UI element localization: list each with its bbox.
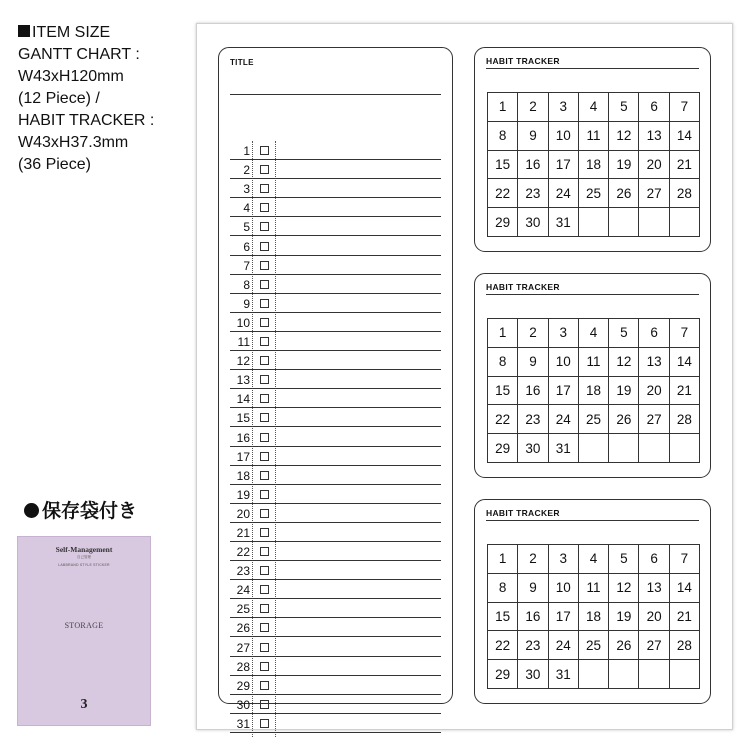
habit-tracker-week-row: [488, 573, 700, 602]
gantt-row: [230, 389, 441, 408]
habit-tracker-day-cell: [669, 660, 699, 689]
gantt-row-number: 9: [243, 296, 250, 311]
checkbox-icon: [260, 222, 269, 231]
habit-tracker-day-cell: [639, 434, 669, 463]
storage-bag-note-text: 保存袋付き: [42, 501, 138, 522]
habit-tracker-day-cell: 25: [578, 179, 608, 208]
checkbox-icon: [260, 184, 269, 193]
habit-tracker-day-cell: 10: [548, 347, 578, 376]
habit-tracker-day-cell: 21: [669, 150, 699, 179]
checkbox-icon: [260, 356, 269, 365]
habit-tracker-day-cell: 1: [488, 545, 518, 574]
gantt-row-number: 14: [236, 392, 250, 407]
habit-tracker-day-cell: 6: [639, 93, 669, 122]
habit-tracker-day-cell: 6: [639, 319, 669, 348]
gantt-row-number: 30: [236, 697, 250, 712]
habit-tracker-week-row: [488, 405, 700, 434]
item-size-line: (12 Piece) /: [18, 90, 100, 107]
habit-tracker-week-row: [488, 121, 700, 150]
item-size-info: [18, 22, 193, 176]
gantt-row: [230, 198, 441, 217]
habit-tracker-sticker: [474, 47, 711, 252]
checkbox-icon: [260, 566, 269, 575]
habit-tracker-day-cell: 28: [669, 631, 699, 660]
habit-tracker-day-cell: [639, 660, 669, 689]
gantt-row-number: 31: [236, 716, 250, 731]
habit-tracker-day-cell: 10: [548, 573, 578, 602]
checkbox-icon: [260, 433, 269, 442]
habit-tracker-day-cell: 7: [669, 93, 699, 122]
gantt-row-number: 28: [236, 659, 250, 674]
gantt-row: [230, 370, 441, 389]
habit-tracker-day-cell: 19: [609, 376, 639, 405]
storage-bag-subtitle: 自己管理: [77, 555, 91, 559]
habit-tracker-day-cell: 18: [578, 602, 608, 631]
checkbox-icon: [260, 261, 269, 270]
habit-tracker-week-row: [488, 660, 700, 689]
habit-tracker-day-cell: 5: [609, 93, 639, 122]
habit-tracker-day-cell: 4: [578, 319, 608, 348]
habit-tracker-day-cell: 1: [488, 93, 518, 122]
habit-tracker-day-cell: 12: [609, 347, 639, 376]
habit-tracker-day-cell: 28: [669, 179, 699, 208]
habit-tracker-rule: [486, 294, 699, 295]
gantt-row-number: 2: [243, 163, 250, 178]
habit-tracker-day-cell: 26: [609, 405, 639, 434]
habit-tracker-day-cell: 17: [548, 376, 578, 405]
habit-tracker-day-cell: 20: [639, 150, 669, 179]
habit-tracker-day-cell: 19: [609, 602, 639, 631]
habit-tracker-day-cell: 23: [518, 179, 548, 208]
habit-tracker-week-row: [488, 602, 700, 631]
habit-tracker-day-cell: 19: [609, 150, 639, 179]
habit-tracker-grid: [487, 318, 700, 463]
gantt-row-number: 17: [236, 449, 250, 464]
gantt-row: [230, 408, 441, 427]
checkbox-icon: [260, 146, 269, 155]
gantt-row-number: 13: [236, 373, 250, 388]
gantt-row: [230, 504, 441, 523]
checkbox-icon: [260, 604, 269, 613]
habit-tracker-day-cell: 3: [548, 93, 578, 122]
habit-tracker-sticker: [474, 499, 711, 704]
gantt-row: [230, 217, 441, 236]
checkbox-icon: [260, 700, 269, 709]
gantt-row-number: 3: [243, 182, 250, 197]
habit-tracker-day-cell: 9: [518, 347, 548, 376]
gantt-row-number: 16: [236, 430, 250, 445]
checkbox-icon: [260, 452, 269, 461]
storage-bag-title: Self-Management: [55, 545, 113, 554]
item-size-line: GANTT CHART :: [18, 46, 140, 63]
gantt-row-number: 15: [236, 411, 250, 426]
gantt-row: [230, 618, 441, 637]
gantt-row: [230, 313, 441, 332]
habit-tracker-day-cell: 30: [518, 208, 548, 237]
habit-tracker-day-cell: 11: [578, 573, 608, 602]
habit-tracker-day-cell: 2: [518, 319, 548, 348]
habit-tracker-day-cell: 8: [488, 121, 518, 150]
habit-tracker-day-cell: 4: [578, 93, 608, 122]
gantt-row-number: 20: [236, 506, 250, 521]
habit-tracker-week-row: [488, 93, 700, 122]
habit-tracker-week-row: [488, 208, 700, 237]
gantt-row-number: 19: [236, 487, 250, 502]
storage-bag-image: [17, 536, 151, 726]
gantt-row: [230, 466, 441, 485]
habit-tracker-day-cell: 22: [488, 405, 518, 434]
gantt-row: [230, 657, 441, 676]
gantt-row-number: 24: [236, 583, 250, 598]
gantt-row-number: 8: [243, 277, 250, 292]
storage-bag-brand: LABBRAND STYLE STICKER: [58, 563, 110, 567]
habit-tracker-week-row: [488, 434, 700, 463]
habit-tracker-day-cell: 29: [488, 208, 518, 237]
checkbox-icon: [260, 299, 269, 308]
habit-tracker-day-cell: 12: [609, 573, 639, 602]
gantt-row-number: 29: [236, 678, 250, 693]
gantt-row: [230, 256, 441, 275]
habit-tracker-day-cell: 17: [548, 602, 578, 631]
habit-tracker-day-cell: [639, 208, 669, 237]
gantt-row-number: 26: [236, 621, 250, 636]
gantt-rows: [230, 141, 441, 733]
habit-tracker-day-cell: 25: [578, 405, 608, 434]
gantt-row-number: 12: [236, 354, 250, 369]
checkbox-icon: [260, 280, 269, 289]
habit-tracker-day-cell: 24: [548, 179, 578, 208]
checkbox-icon: [260, 509, 269, 518]
habit-tracker-day-cell: 3: [548, 319, 578, 348]
habit-tracker-day-cell: 16: [518, 376, 548, 405]
gantt-row: [230, 294, 441, 313]
gantt-row: [230, 695, 441, 714]
habit-tracker-day-cell: 29: [488, 660, 518, 689]
gantt-row: [230, 447, 441, 466]
habit-tracker-rule: [486, 68, 699, 69]
habit-tracker-week-row: [488, 179, 700, 208]
habit-tracker-grid: [487, 92, 700, 237]
gantt-row: [230, 141, 441, 160]
habit-tracker-day-cell: 11: [578, 121, 608, 150]
habit-tracker-day-cell: 1: [488, 319, 518, 348]
habit-tracker-day-cell: 14: [669, 347, 699, 376]
gantt-row: [230, 561, 441, 580]
gantt-row-number: 5: [243, 220, 250, 235]
habit-tracker-day-cell: 6: [639, 545, 669, 574]
habit-tracker-day-cell: 27: [639, 179, 669, 208]
habit-tracker-day-cell: [669, 434, 699, 463]
habit-tracker-day-cell: 2: [518, 93, 548, 122]
habit-tracker-day-cell: 16: [518, 602, 548, 631]
habit-tracker-week-row: [488, 545, 700, 574]
checkbox-icon: [260, 490, 269, 499]
habit-tracker-day-cell: 31: [548, 660, 578, 689]
gantt-row: [230, 179, 441, 198]
habit-tracker-day-cell: 14: [669, 573, 699, 602]
habit-tracker-day-cell: 14: [669, 121, 699, 150]
gantt-row-number: 7: [243, 258, 250, 273]
storage-bag-label: STORAGE: [64, 621, 104, 630]
habit-tracker-day-cell: 15: [488, 602, 518, 631]
gantt-row-number: 22: [236, 545, 250, 560]
gantt-row-number: 23: [236, 564, 250, 579]
habit-tracker-day-cell: 12: [609, 121, 639, 150]
habit-tracker-day-cell: [578, 660, 608, 689]
habit-tracker-day-cell: 21: [669, 376, 699, 405]
habit-tracker-title: HABIT TRACKER: [486, 508, 560, 518]
habit-tracker-day-cell: 13: [639, 121, 669, 150]
habit-tracker-week-row: [488, 631, 700, 660]
item-size-line: W43xH37.3mm: [18, 134, 129, 151]
habit-tracker-day-cell: 3: [548, 545, 578, 574]
storage-bag-number: 3: [80, 697, 88, 712]
checkbox-icon: [260, 471, 269, 480]
gantt-row: [230, 275, 441, 294]
checkbox-icon: [260, 337, 269, 346]
checkbox-icon: [260, 547, 269, 556]
habit-tracker-day-cell: 26: [609, 179, 639, 208]
gantt-row-number: 11: [237, 335, 250, 350]
habit-tracker-week-row: [488, 376, 700, 405]
gantt-row: [230, 332, 441, 351]
habit-tracker-day-cell: 24: [548, 631, 578, 660]
habit-tracker-day-cell: 27: [639, 631, 669, 660]
habit-tracker-day-cell: 22: [488, 631, 518, 660]
gantt-row: [230, 160, 441, 179]
habit-tracker-week-row: [488, 319, 700, 348]
checkbox-icon: [260, 413, 269, 422]
habit-tracker-day-cell: 8: [488, 573, 518, 602]
habit-tracker-day-cell: 7: [669, 545, 699, 574]
habit-tracker-day-cell: 26: [609, 631, 639, 660]
habit-tracker-week-row: [488, 150, 700, 179]
habit-tracker-day-cell: 18: [578, 150, 608, 179]
habit-tracker-day-cell: 5: [609, 545, 639, 574]
habit-tracker-day-cell: 16: [518, 150, 548, 179]
habit-tracker-day-cell: 29: [488, 434, 518, 463]
storage-bag-note: [24, 500, 137, 524]
gantt-row: [230, 714, 441, 733]
habit-tracker-day-cell: 22: [488, 179, 518, 208]
habit-tracker-day-cell: 11: [578, 347, 608, 376]
checkbox-icon: [260, 681, 269, 690]
habit-tracker-day-cell: [578, 434, 608, 463]
habit-tracker-day-cell: [609, 434, 639, 463]
circle-bullet-icon: [24, 503, 39, 518]
gantt-row-number: 25: [236, 602, 250, 617]
habit-tracker-day-cell: 17: [548, 150, 578, 179]
item-size-heading: ITEM SIZE: [32, 24, 111, 41]
habit-tracker-day-cell: [669, 208, 699, 237]
habit-tracker-day-cell: [609, 208, 639, 237]
habit-tracker-grid: [487, 544, 700, 689]
checkbox-icon: [260, 623, 269, 632]
gantt-row: [230, 351, 441, 370]
checkbox-icon: [260, 585, 269, 594]
gantt-chart-sticker: [218, 47, 453, 731]
gantt-row-number: 6: [243, 239, 250, 254]
habit-tracker-day-cell: 20: [639, 602, 669, 631]
gantt-row-number: 10: [236, 315, 250, 330]
habit-tracker-day-cell: [578, 208, 608, 237]
habit-tracker-day-cell: 9: [518, 573, 548, 602]
habit-tracker-day-cell: 10: [548, 121, 578, 150]
habit-tracker-day-cell: 15: [488, 150, 518, 179]
habit-tracker-day-cell: 30: [518, 434, 548, 463]
item-size-line: HABIT TRACKER :: [18, 112, 155, 129]
square-bullet-icon: [18, 25, 30, 37]
habit-tracker-week-row: [488, 347, 700, 376]
checkbox-icon: [260, 375, 269, 384]
gantt-row-number: 4: [243, 201, 250, 216]
habit-tracker-day-cell: 28: [669, 405, 699, 434]
habit-tracker-day-cell: 24: [548, 405, 578, 434]
item-size-line: W43xH120mm: [18, 68, 124, 85]
habit-tracker-day-cell: 27: [639, 405, 669, 434]
checkbox-icon: [260, 394, 269, 403]
habit-tracker-day-cell: 21: [669, 602, 699, 631]
habit-tracker-day-cell: 31: [548, 208, 578, 237]
habit-tracker-day-cell: 23: [518, 405, 548, 434]
checkbox-icon: [260, 318, 269, 327]
habit-tracker-day-cell: [609, 660, 639, 689]
checkbox-icon: [260, 643, 269, 652]
habit-tracker-day-cell: 18: [578, 376, 608, 405]
habit-tracker-day-cell: 20: [639, 376, 669, 405]
gantt-row-number: 1: [243, 144, 250, 159]
habit-tracker-day-cell: 13: [639, 573, 669, 602]
habit-tracker-day-cell: 23: [518, 631, 548, 660]
gantt-row: [230, 637, 441, 656]
gantt-row: [230, 523, 441, 542]
gantt-row: [230, 676, 441, 695]
gantt-row: [230, 485, 441, 504]
gantt-row-number: 27: [236, 640, 250, 655]
gantt-title-rule: [230, 94, 441, 95]
habit-tracker-day-cell: 15: [488, 376, 518, 405]
checkbox-icon: [260, 719, 269, 728]
habit-tracker-day-cell: 4: [578, 545, 608, 574]
habit-tracker-day-cell: 13: [639, 347, 669, 376]
habit-tracker-day-cell: 9: [518, 121, 548, 150]
habit-tracker-title: HABIT TRACKER: [486, 56, 560, 66]
habit-tracker-day-cell: 31: [548, 434, 578, 463]
habit-tracker-day-cell: 8: [488, 347, 518, 376]
gantt-row: [230, 236, 441, 255]
habit-tracker-sticker: [474, 273, 711, 478]
gantt-row: [230, 580, 441, 599]
gantt-row: [230, 427, 441, 446]
gantt-row: [230, 599, 441, 618]
checkbox-icon: [260, 203, 269, 212]
habit-tracker-rule: [486, 520, 699, 521]
habit-tracker-title: HABIT TRACKER: [486, 282, 560, 292]
habit-tracker-day-cell: 30: [518, 660, 548, 689]
gantt-row-number: 21: [236, 525, 250, 540]
gantt-row-number: 18: [236, 468, 250, 483]
gantt-title-label: TITLE: [230, 58, 254, 67]
checkbox-icon: [260, 242, 269, 251]
checkbox-icon: [260, 528, 269, 537]
item-size-line: (36 Piece): [18, 156, 91, 173]
gantt-row: [230, 542, 441, 561]
checkbox-icon: [260, 165, 269, 174]
habit-tracker-day-cell: 7: [669, 319, 699, 348]
habit-tracker-day-cell: 2: [518, 545, 548, 574]
item-size-heading-line: [18, 22, 193, 44]
checkbox-icon: [260, 662, 269, 671]
habit-tracker-day-cell: 5: [609, 319, 639, 348]
habit-tracker-day-cell: 25: [578, 631, 608, 660]
